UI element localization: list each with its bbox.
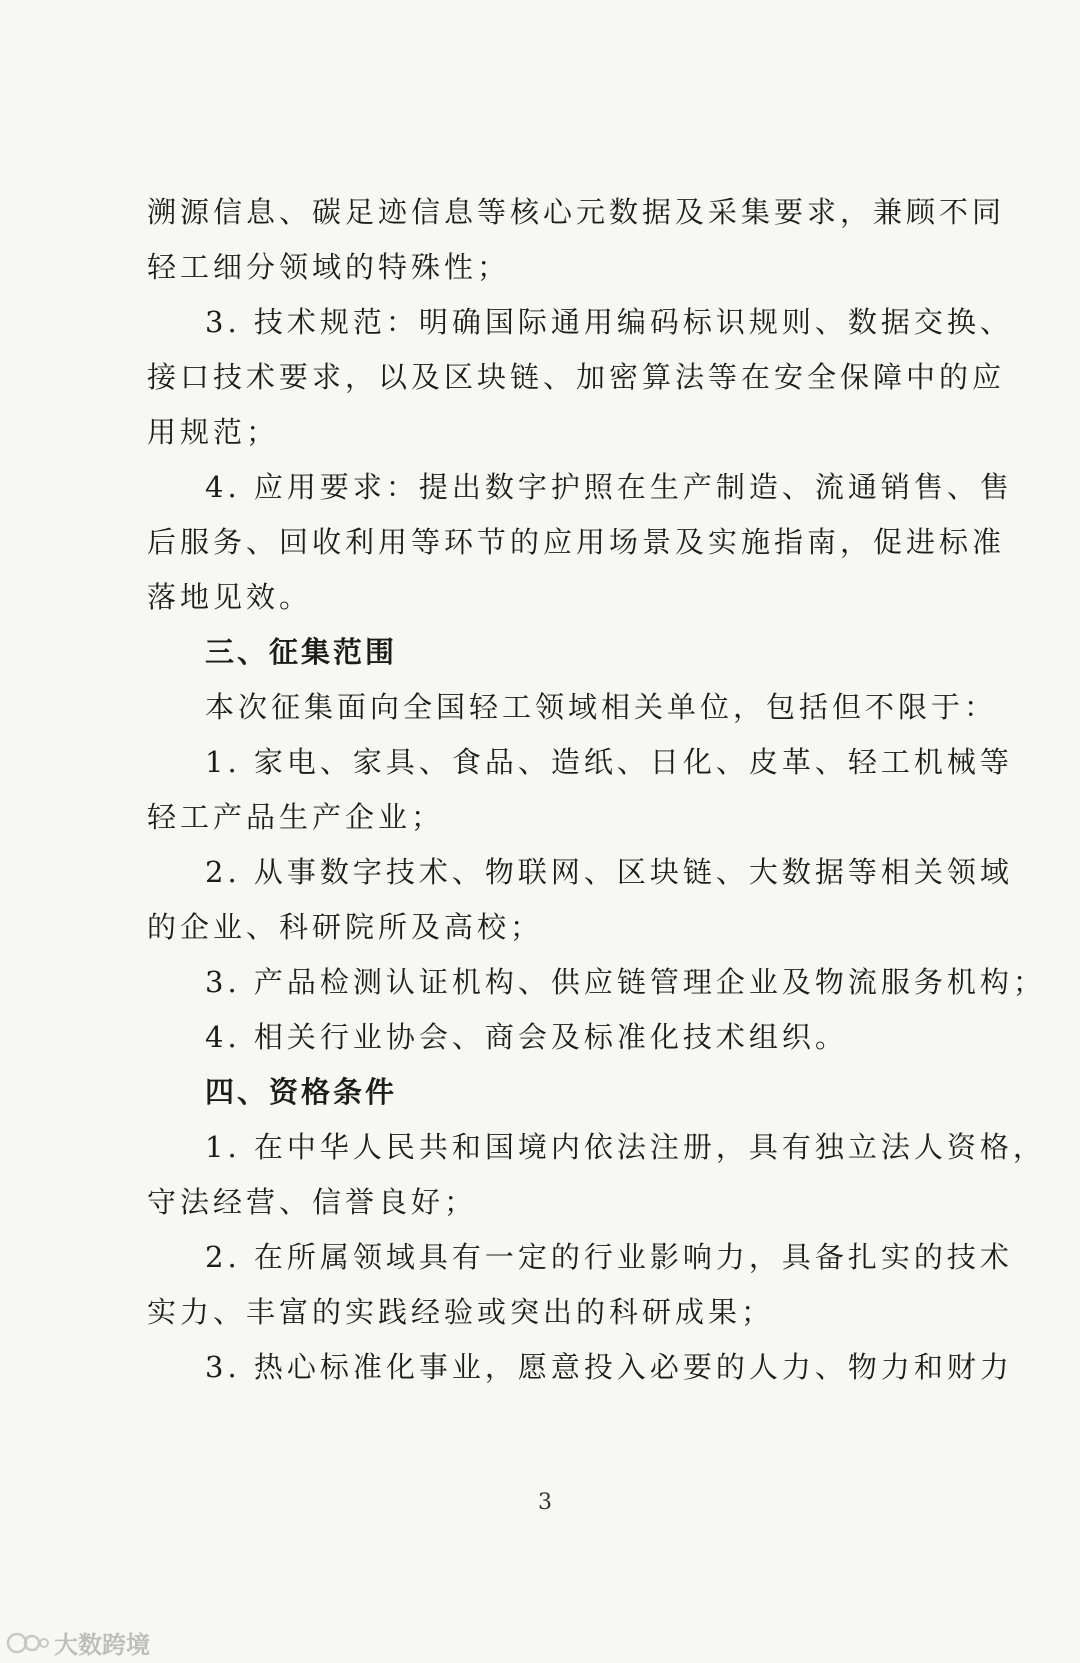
text-line: 4. 相关行业协会、商会及标准化技术组织。 [205,1020,848,1054]
text-line: 2. 在所属领域具有一定的行业影响力，具备扎实的技术 [205,1240,1013,1274]
section-heading: 四、资格条件 [205,1075,398,1109]
text-line: 1. 在中华人民共和国境内依法注册，具有独立法人资格， [205,1130,1046,1164]
watermark [6,1625,150,1660]
watermark-text: 大数跨境 [54,1631,150,1659]
text-line: 轻工产品生产企业； [147,800,445,834]
text-line: 1. 家电、家具、食品、造纸、日化、皮革、轻工机械等 [205,745,1013,779]
page-number: 3 [538,1490,552,1515]
text-line: 后服务、回收利用等环节的应用场景及实施指南，促进标准 [147,525,1006,559]
text-line: 守法经营、信誉良好； [147,1185,478,1219]
text-line: 3. 产品检测认证机构、供应链管理企业及物流服务机构； [205,965,1046,999]
watermark-logo-icon [6,1630,50,1656]
text-line: 接口技术要求，以及区块链、加密算法等在安全保障中的应 [147,360,1006,394]
text-line: 落地见效。 [147,580,313,614]
text-line: 本次征集面向全国轻工领域相关单位，包括但不限于： [205,690,998,724]
text-line: 的企业、科研院所及高校； [147,910,544,944]
text-line: 3. 技术规范：明确国际通用编码标识规则、数据交换、 [205,305,1013,339]
text-line: 3. 热心标准化事业，愿意投入必要的人力、物力和财力 [205,1350,1013,1384]
text-line: 用规范； [147,415,280,449]
text-line: 2. 从事数字技术、物联网、区块链、大数据等相关领域 [205,855,1013,889]
text-line: 溯源信息、碳足迹信息等核心元数据及采集要求，兼顾不同 [147,195,1006,229]
text-line: 实力、丰富的实践经验或突出的科研成果； [147,1295,775,1329]
text-line: 4. 应用要求：提出数字护照在生产制造、流通销售、售 [205,470,1013,504]
text-line: 轻工细分领域的特殊性； [147,250,511,284]
section-heading: 三、征集范围 [205,635,398,669]
